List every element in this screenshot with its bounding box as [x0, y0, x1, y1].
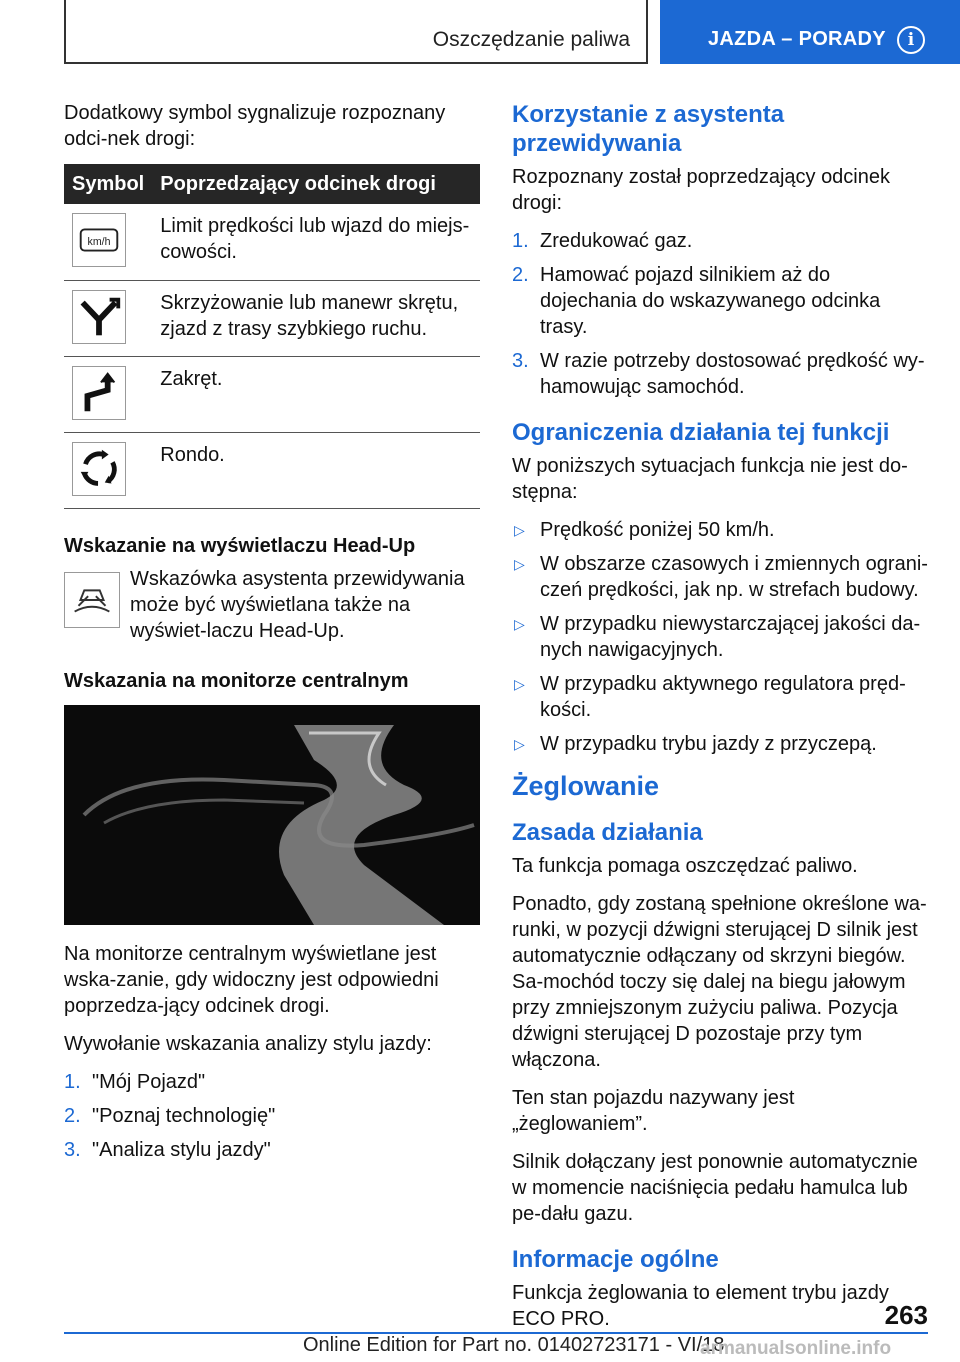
table-row [64, 204, 480, 280]
left-column [64, 100, 480, 1171]
col-symbol-header: Symbol [64, 164, 152, 204]
triangle-bullet-icon: ▷ [514, 556, 525, 572]
intro-text: Dodatkowy symbol sygnalizuje rozpoznany odci-nek drogi: [64, 102, 446, 150]
header-section-box [64, 0, 648, 64]
row-text: Limit prędkości lub wjazd do miejs-cowości. [152, 204, 480, 280]
hud-note [64, 566, 480, 644]
triangle-bullet-icon: ▷ [514, 736, 525, 752]
table-row [64, 432, 480, 508]
curve-icon [72, 366, 126, 420]
limits-intro: W poniższych sytuacjach funkcja nie jest do-stępna: [512, 455, 908, 503]
table-row [64, 280, 480, 356]
principle-heading: Zasada działania [512, 819, 703, 846]
triangle-bullet-icon: ▷ [514, 676, 525, 692]
principle-text-1: Ta funkcja pomaga oszczędzać paliwo. [512, 855, 858, 877]
hud-icon [64, 572, 120, 628]
sailing-heading: Żeglowanie [512, 771, 660, 801]
speed-limit-label: km/h [87, 235, 111, 248]
principle-text-3: Ten stan pojazdu nazywany jest „żeglowaniem”. [512, 1087, 795, 1135]
list-item: 3. "Analiza stylu jazdy" [64, 1138, 271, 1161]
monitor-text: Na monitorze centralnym wyświetlane jest wska-zanie, gdy widoczny jest odpowiedni poprzedza-jący odcinek drogi. [64, 942, 439, 1017]
list-item: ▷ W obszarze czasowych i zmiennych ograni-czeń prędkości, jak np. w strefach budowy. [514, 553, 928, 601]
principle-text-4: Silnik dołączany jest ponownie automatycznie w momencie naciśnięcia pedału hamulca lub pe-dału gazu. [512, 1151, 918, 1225]
row-text: Zakręt. [152, 356, 480, 432]
list-item: 3. W razie potrzeby dostosować prędkość wy-hamowując samochód. [512, 350, 925, 398]
monitor-heading: Wskazania na monitorze centralnym [64, 669, 409, 692]
roundabout-icon [72, 442, 126, 496]
list-item: ▷ Prędkość poniżej 50 km/h. [514, 519, 775, 541]
list-item: 2. Hamować pojazd silnikiem aż do dojechania do wskazywanego odcinka trasy. [512, 264, 881, 338]
menu-steps [64, 1069, 480, 1163]
page-number: 263 [884, 1300, 928, 1330]
list-item: 1. Zredukować gaz. [512, 230, 693, 252]
principle-text-2: Ponadto, gdy zostaną spełnione określone wa-runki, w pozycji dźwigni sterującej D silnik jest automatycznie odłączany od skrzyni biegów. Sa-mochód toczy się dalej na biegu jałowym przy zmniejszonym zużyciu paliwa. Pozycja dźwigni sterującej D pozostaje przy tym włączona. [512, 893, 927, 1071]
use-steps [512, 228, 928, 400]
hud-heading: Wskazanie na wyświetlaczu Head-Up [64, 534, 416, 557]
list-item: ▷ W przypadku aktywnego regulatora pręd-kości. [514, 673, 906, 721]
general-text: Funkcja żeglowania to element trybu jazdy ECO PRO. [512, 1282, 889, 1330]
edition-text: Online Edition for Part no. 01402723171 - VI/18 [303, 1334, 725, 1356]
list-item: ▷ W przypadku trybu jazdy z przyczepą. [514, 733, 877, 755]
col-desc-header: Poprzedzający odcinek drogi [152, 164, 480, 204]
table-row [64, 356, 480, 432]
section-title: Oszczędzanie paliwa [432, 28, 630, 51]
use-intro: Rozpoznany został poprzedzający odcinek drogi: [512, 166, 890, 214]
hud-text: Wskazówka asystenta przewidywania może być wyświetlana także na wyświet-laczu Head-Up. [130, 567, 465, 642]
limits-list [512, 517, 928, 757]
limits-heading: Ograniczenia działania tej funkcji [512, 419, 890, 446]
list-item: 1. "Mój Pojazd" [64, 1070, 206, 1093]
triangle-bullet-icon: ▷ [514, 616, 525, 632]
list-item: 2. "Poznaj technologię" [64, 1104, 276, 1127]
monitor-road-image [64, 705, 480, 925]
right-column [512, 100, 928, 1344]
junction-icon [72, 290, 126, 344]
chapter-title: JAZDA – PORADY [708, 28, 886, 50]
triangle-bullet-icon: ▷ [514, 522, 525, 538]
list-item: ▷ W przypadku niewystarczającej jakości da-nych nawigacyjnych. [514, 613, 921, 661]
row-text: Rondo. [152, 432, 480, 508]
speed-limit-icon [72, 213, 126, 267]
chapter-tab[interactable] [660, 0, 960, 64]
call-text: Wywołanie wskazania analizy stylu jazdy: [64, 1032, 432, 1055]
row-text: Skrzyżowanie lub manewr skrętu, zjazd z trasy szybkiego ruchu. [152, 280, 480, 356]
use-heading: Korzystanie z asystenta przewidywania [512, 101, 785, 157]
symbol-table [64, 164, 480, 509]
info-icon[interactable]: i [897, 26, 925, 54]
watermark-site: armanualsonline.info [700, 1338, 892, 1359]
general-heading: Informacje ogólne [512, 1246, 719, 1273]
